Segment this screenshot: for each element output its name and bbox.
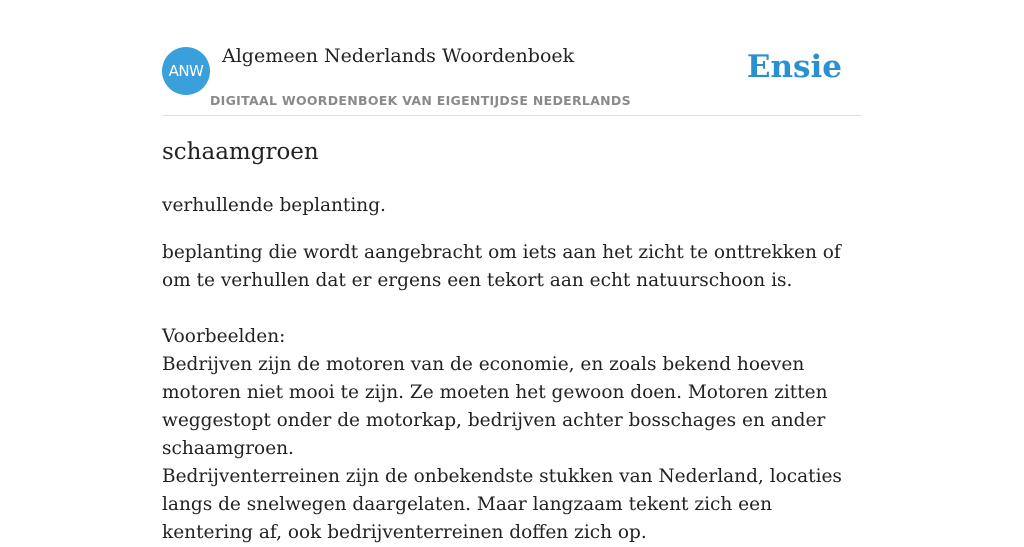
short-definition: verhullende beplanting.	[162, 195, 386, 216]
entry-title: schaamgroen	[162, 139, 319, 165]
ensie-brand-logo[interactable]: Ensie	[746, 49, 842, 85]
long-definition: beplanting die wordt aangebracht om iets aan het zicht te onttrekken of om te verhullen dat er ergens een tekort aan echt natuurschoon is.	[162, 242, 841, 291]
long-definition-block	[162, 239, 862, 547]
examples-label: Voorbeelden:	[162, 326, 286, 347]
example-text: Bedrijventerreinen zijn de onbekendste stukken van Nederland, locaties langs de snelwegen daargelaten. Maar langzaam tekent zich een kentering af, ook bedrijventerreinen doffen zich op.	[162, 466, 842, 543]
site-header	[162, 0, 862, 116]
example-text: Bedrijven zijn de motoren van de economie, en zoals bekend hoeven motoren niet mooi te zijn. Ze moeten het gewoon doen. Motoren zitten weggestopt onder de motorkap, bedrijven achter bosschages en ander schaamgroen.	[162, 354, 828, 459]
site-subtitle: DIGITAAL WOORDENBOEK VAN EIGENTIJDSE NEDERLANDS	[210, 93, 631, 108]
site-title[interactable]: Algemeen Nederlands Woordenboek	[222, 45, 575, 67]
page-container	[162, 0, 862, 543]
anw-logo[interactable]: ANW	[162, 47, 210, 95]
